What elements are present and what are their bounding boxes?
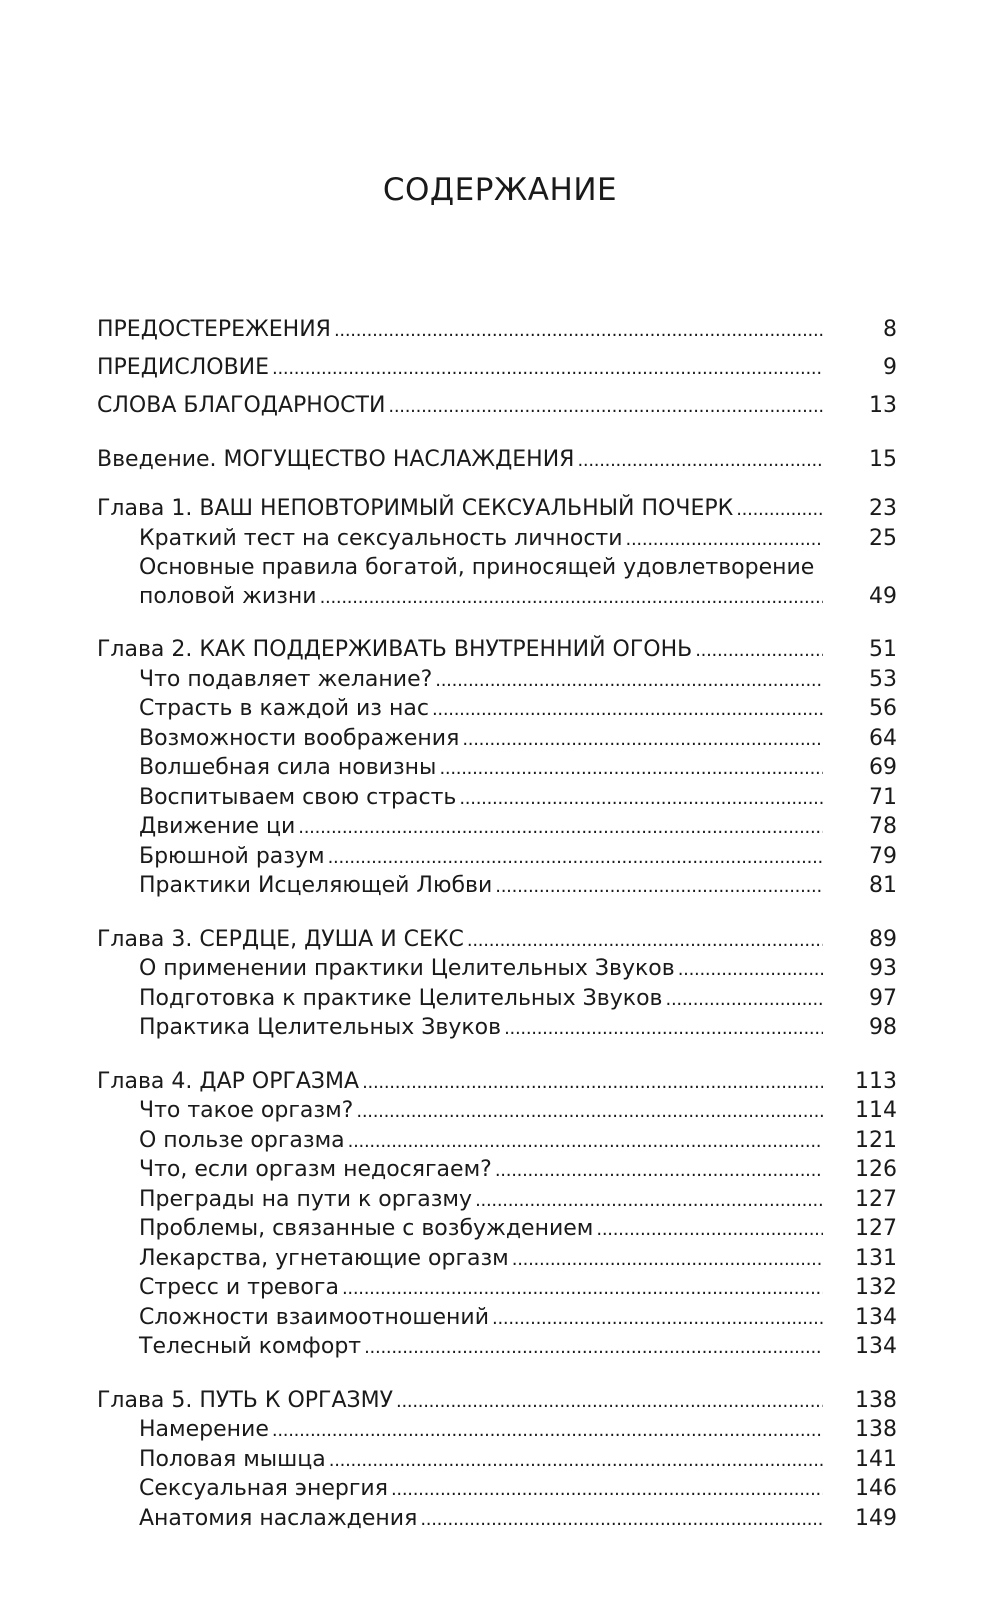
toc-entry-page: 15 xyxy=(869,447,897,472)
dot-leader xyxy=(329,1446,823,1476)
dot-leader xyxy=(334,311,823,349)
toc-subentry[interactable] xyxy=(97,872,897,902)
dot-leader xyxy=(272,1416,823,1446)
toc-subentry-page: 79 xyxy=(869,843,897,869)
toc-subentry-page: 141 xyxy=(855,1446,897,1472)
toc-subentry[interactable] xyxy=(97,1274,897,1304)
dot-leader xyxy=(348,1127,823,1157)
toc-subentry-page: 146 xyxy=(855,1476,897,1501)
toc-subentry[interactable] xyxy=(97,1416,897,1446)
toc-entry-title: Глава 4. ДАР ОРГАЗМА xyxy=(97,1068,360,1094)
dot-leader xyxy=(467,926,823,956)
toc-subentry-title: Краткий тест на сексуальность личности xyxy=(139,525,623,551)
toc-subentry[interactable] xyxy=(97,754,897,784)
toc-entry-title: Введение. МОГУЩЕСТВО НАСЛАЖДЕНИЯ xyxy=(97,447,575,472)
dot-leader xyxy=(459,784,823,814)
toc-entry-page: 9 xyxy=(883,355,897,380)
toc-subentry-page: 149 xyxy=(855,1505,897,1531)
dot-leader xyxy=(512,1245,823,1275)
dot-leader xyxy=(432,695,823,725)
toc-subentry-page: 93 xyxy=(869,956,897,981)
dot-leader xyxy=(678,955,823,985)
toc-subentry[interactable] xyxy=(97,666,897,696)
dot-leader xyxy=(596,1215,823,1245)
dot-leader xyxy=(364,1333,823,1363)
toc-subentry-title: Воспитываем свою страсть xyxy=(139,784,457,810)
toc-subentry-page: 78 xyxy=(869,814,897,839)
toc-subentry-page: 127 xyxy=(855,1216,897,1241)
table-of-contents xyxy=(97,311,897,1558)
toc-entry-introduction[interactable] xyxy=(97,441,897,479)
toc-entry-page: 138 xyxy=(855,1387,897,1413)
toc-subentry[interactable] xyxy=(97,525,897,555)
toc-entry-title: ПРЕДОСТЕРЕЖЕНИЯ xyxy=(97,317,331,342)
toc-subentry-title: Лекарства, угнетающие оргазм xyxy=(139,1245,509,1271)
toc-subentry-page: 114 xyxy=(855,1098,897,1123)
page-title: СОДЕРЖАНИЕ xyxy=(382,172,618,208)
dot-leader xyxy=(495,1156,823,1186)
chapter-5-group xyxy=(97,1387,897,1535)
toc-subentry-title: Практики Исцеляющей Любви xyxy=(139,873,493,898)
toc-subentry-title: Анатомия наслаждения xyxy=(139,1505,418,1531)
toc-subentry-title: Стресс и тревога xyxy=(139,1275,339,1300)
toc-entry-title: ПРЕДИСЛОВИЕ xyxy=(97,355,270,380)
chapter-3-group xyxy=(97,926,897,1044)
dot-leader xyxy=(272,349,823,387)
toc-subentry[interactable] xyxy=(97,1475,897,1505)
toc-subentry-title: Намерение xyxy=(139,1417,269,1442)
toc-subentry-title: Сексуальная энергия xyxy=(139,1476,388,1501)
toc-subentry[interactable] xyxy=(97,1156,897,1186)
toc-subentry[interactable] xyxy=(97,784,897,814)
toc-subentry-page: 127 xyxy=(855,1186,897,1212)
dot-leader xyxy=(504,1014,823,1044)
dot-leader xyxy=(695,636,823,666)
toc-subentry[interactable] xyxy=(97,813,897,843)
toc-entry-page: 8 xyxy=(883,317,897,342)
toc-subentry-page: 134 xyxy=(855,1304,897,1330)
toc-subentry-page: 134 xyxy=(855,1334,897,1359)
toc-subentry-title: Подготовка к практике Целительных Звуков xyxy=(139,985,663,1011)
toc-entry-page: 23 xyxy=(869,496,897,521)
chapter-4-group xyxy=(97,1068,897,1363)
toc-subentry[interactable] xyxy=(97,1304,897,1334)
dot-leader xyxy=(298,813,823,843)
toc-subentry-title: Что, если оргазм недосягаем? xyxy=(139,1157,492,1182)
dot-leader xyxy=(666,985,824,1015)
toc-subentry-title: Движение ци xyxy=(139,814,296,839)
dot-leader xyxy=(435,666,823,696)
toc-subentry-title: Практика Целительных Звуков xyxy=(139,1015,502,1040)
toc-subentry[interactable] xyxy=(97,695,897,725)
toc-entry-page: 13 xyxy=(869,393,897,418)
toc-subentry[interactable] xyxy=(97,1505,897,1535)
toc-subentry-page: 97 xyxy=(869,985,897,1011)
toc-subentry-title: Страсть в каждой из нас xyxy=(139,696,429,721)
toc-subentry-page: 69 xyxy=(869,755,897,780)
front-matter-group xyxy=(97,311,897,425)
toc-subentry-title: Что такое оргазм? xyxy=(139,1098,354,1123)
toc-subentry-page: 98 xyxy=(869,1015,897,1040)
toc-subentry[interactable] xyxy=(97,1333,897,1363)
toc-subentry-page: 131 xyxy=(855,1245,897,1271)
toc-subentry-page: 56 xyxy=(869,696,897,721)
toc-entry-chapter-3[interactable] xyxy=(97,926,897,956)
dot-leader xyxy=(492,1304,823,1334)
dot-leader xyxy=(356,1097,823,1127)
chapter-2-group xyxy=(97,636,897,902)
toc-subentry[interactable] xyxy=(97,1186,897,1216)
toc-subentry-title: Половая мышца xyxy=(139,1446,326,1472)
toc-subentry[interactable] xyxy=(97,1446,897,1476)
toc-subentry-title: половой жизни xyxy=(139,583,317,609)
toc-subentry-page: 81 xyxy=(869,873,897,898)
toc-subentry[interactable] xyxy=(97,955,897,985)
toc-entry-title: СЛОВА БЛАГОДАРНОСТИ xyxy=(97,393,386,418)
dot-leader xyxy=(577,441,823,479)
toc-entry-title: Глава 3. СЕРДЦЕ, ДУША И СЕКС xyxy=(97,926,464,952)
toc-subentry[interactable] xyxy=(97,1245,897,1275)
toc-subentry-page: 25 xyxy=(869,525,897,551)
toc-subentry-page: 71 xyxy=(869,784,897,810)
toc-entry-chapter-4[interactable] xyxy=(97,1068,897,1098)
toc-subentry[interactable] xyxy=(97,1097,897,1127)
toc-subentry[interactable] xyxy=(97,985,897,1015)
toc-subentry-title: Брюшной разум xyxy=(139,843,325,869)
dot-leader xyxy=(391,1475,823,1505)
dot-leader xyxy=(439,754,823,784)
toc-subentry[interactable] xyxy=(97,725,897,755)
toc-subentry-page: 49 xyxy=(869,583,897,609)
toc-subentry-page: 138 xyxy=(855,1417,897,1442)
toc-subentry-page: 121 xyxy=(855,1127,897,1153)
toc-subentry[interactable] xyxy=(97,1014,897,1044)
chapter-1-group xyxy=(97,495,897,612)
toc-subentry-title: Преграды на пути к оргазму xyxy=(139,1186,473,1212)
toc-entry[interactable] xyxy=(97,387,897,425)
dot-leader xyxy=(626,525,823,555)
toc-subentry-wrapped-line[interactable]: Основные правила богатой, приносящей удовлетворение xyxy=(139,555,815,580)
dot-leader xyxy=(362,1068,823,1098)
introduction-group xyxy=(97,441,897,479)
dot-leader xyxy=(420,1505,823,1535)
dot-leader xyxy=(328,843,823,873)
dot-leader xyxy=(475,1186,823,1216)
toc-entry-page: 113 xyxy=(855,1068,897,1094)
toc-entry-chapter-5[interactable] xyxy=(97,1387,897,1417)
dot-leader xyxy=(396,1387,823,1417)
toc-subentry-title: Волшебная сила новизны xyxy=(139,755,437,780)
toc-subentry-title: Возможности воображения xyxy=(139,725,460,751)
toc-entry[interactable] xyxy=(97,349,897,387)
toc-entry-title: Глава 2. КАК ПОДДЕРЖИВАТЬ ВНУТРЕННИЙ ОГОНЬ xyxy=(97,637,693,662)
toc-subentry-title: Сложности взаимоотношений xyxy=(139,1304,490,1330)
dot-leader xyxy=(342,1274,823,1304)
dot-leader xyxy=(388,387,823,425)
toc-entry-chapter-2[interactable] xyxy=(97,636,897,666)
toc-subentry-page: 64 xyxy=(869,725,897,751)
dot-leader xyxy=(462,725,823,755)
toc-entry-title: Глава 5. ПУТЬ К ОРГАЗМУ xyxy=(97,1387,394,1413)
dot-leader xyxy=(736,495,823,525)
toc-subentry-title: Что подавляет желание? xyxy=(139,666,433,692)
toc-entry-page: 89 xyxy=(869,926,897,952)
toc-subentry[interactable] xyxy=(97,583,897,613)
toc-entry-page: 51 xyxy=(869,637,897,662)
toc-subentry[interactable] xyxy=(97,843,897,873)
toc-subentry-title: О пользе оргазма xyxy=(139,1127,345,1153)
toc-subentry-title: Проблемы, связанные с возбуждением xyxy=(139,1216,594,1241)
toc-subentry[interactable] xyxy=(97,1127,897,1157)
toc-entry-chapter-1[interactable] xyxy=(97,495,897,525)
toc-entry-title: Глава 1. ВАШ НЕПОВТОРИМЫЙ СЕКСУАЛЬНЫЙ ПОЧЕРК xyxy=(97,496,734,521)
dot-leader xyxy=(495,872,823,902)
toc-subentry-page: 53 xyxy=(869,666,897,692)
toc-subentry[interactable] xyxy=(97,1215,897,1245)
dot-leader xyxy=(320,583,823,613)
toc-subentry-title: О применении практики Целительных Звуков xyxy=(139,956,675,981)
toc-subentry-page: 132 xyxy=(855,1275,897,1300)
toc-entry[interactable] xyxy=(97,311,897,349)
toc-subentry-page: 126 xyxy=(855,1157,897,1182)
toc-subentry-title: Телесный комфорт xyxy=(139,1334,362,1359)
